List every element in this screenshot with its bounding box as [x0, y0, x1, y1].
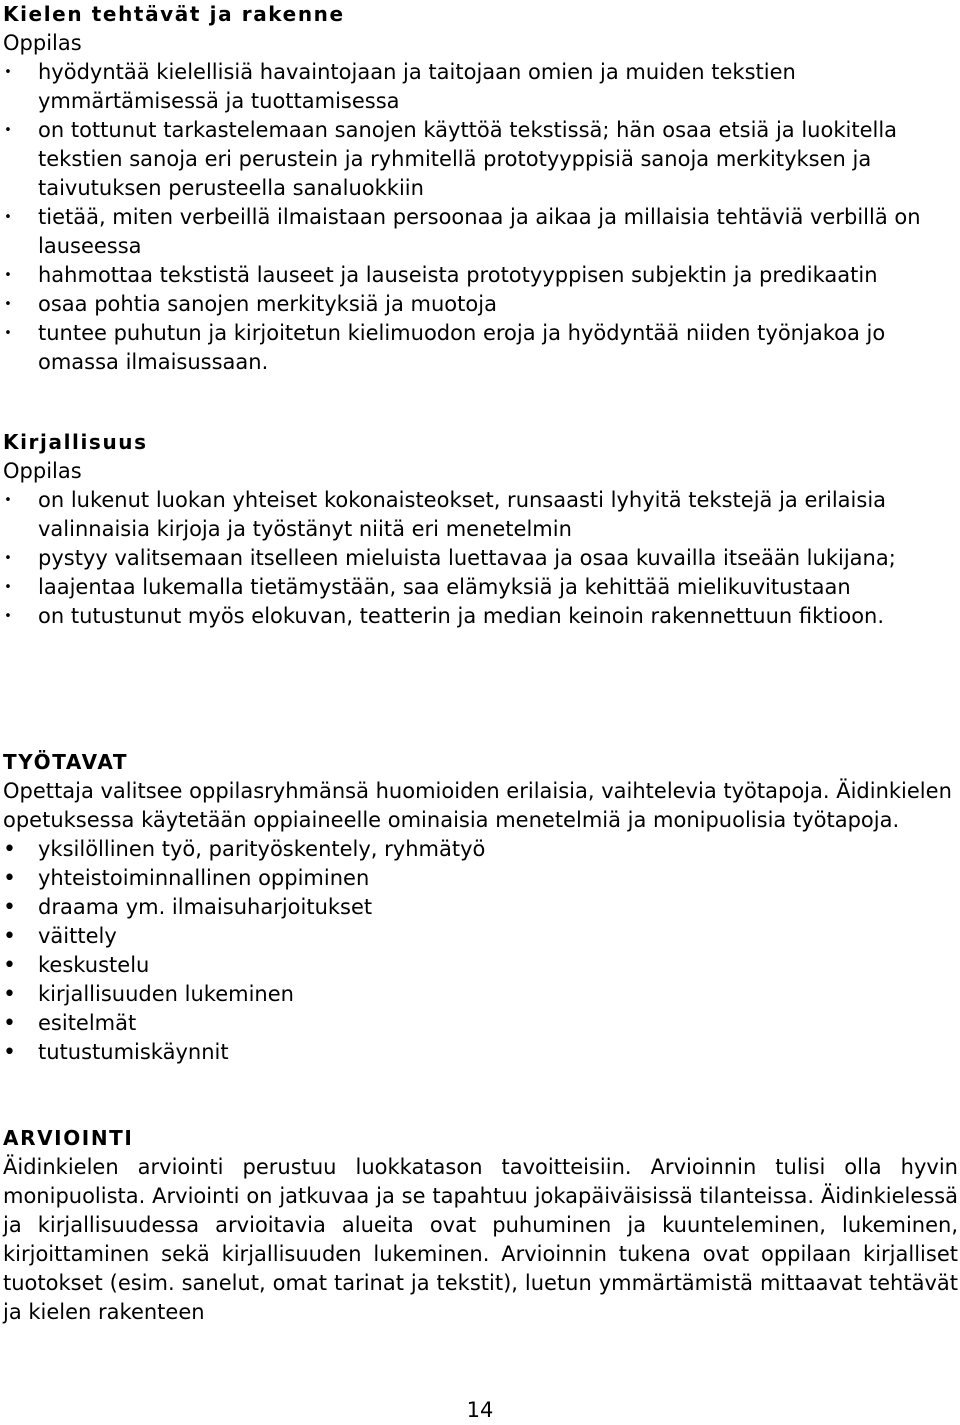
section-methods	[3, 748, 958, 1067]
bullet-icon: •	[4, 551, 12, 566]
list-item: • laajentaa lukemalla tietämystään, saa elämyksiä ja kehittää mielikuvitustaan	[3, 573, 958, 602]
list-item: • on tutustunut myös elokuvan, teatterin ja median keinoin rakennettuun fiktioon.	[3, 602, 958, 631]
section-assessment	[3, 1124, 958, 1327]
bullet-icon: •	[3, 1040, 16, 1065]
bullet-icon: •	[3, 1011, 16, 1036]
list-item: • on tottunut tarkastelemaan sanojen käyttöä tekstissä; hän osaa etsiä ja luokitella tekstien sanoja eri perustein ja ryhmitellä prototyyppisiä sanoja merkityksen ja taivutuksen perusteella sanaluokkiin	[4, 118, 898, 200]
bullet-icon: •	[3, 837, 16, 862]
list-item: • tuntee puhutun ja kirjoitetun kielimuodon eroja ja hyödyntää niiden työnjakoa jo omassa ilmaisussaan.	[4, 321, 886, 374]
list-item: • draama ym. ilmaisuharjoitukset	[3, 895, 373, 920]
page-number: 14	[466, 1398, 494, 1422]
bullet-icon: •	[4, 65, 12, 80]
bullet-icon: •	[4, 326, 12, 341]
bullet-icon: •	[4, 268, 12, 283]
subheading-pupil: Oppilas	[3, 31, 82, 55]
list-item: • osaa pohtia sanojen merkityksiä ja muotoja	[3, 290, 958, 319]
bullet-icon: •	[3, 895, 16, 920]
section-heading-literature: Kirjallisuus	[3, 430, 148, 454]
list-item: • kirjallisuuden lukeminen	[3, 982, 294, 1007]
list-item: • hahmottaa tekstistä lauseet ja lauseista prototyyppisen subjektin ja predikaatin	[3, 261, 958, 290]
list-item: • pystyy valitsemaan itselleen mieluista luettavaa ja osaa kuvailla itseään lukijana;	[3, 544, 958, 573]
section-heading-methods: TYÖTAVAT	[3, 750, 129, 774]
bullet-icon: •	[4, 609, 12, 624]
assessment-text: Äidinkielen arviointi perustuu luokkatason tavoitteisiin. Arvioinnin tulisi olla hyvin monipuolista. Arviointi on jatkuvaa ja se tapahtuu jokapäiväisissä tilanteissa. Äidinkielessä ja kirjallisuudessa arvioitavia alueita ovat puhuminen ja kuunteleminen, lukeminen, kirjoittaminen sekä kirjallisuuden lukeminen. Arvioinnin tukena ovat oppilaan kirjalliset tuotokset (esim. sanelut, omat tarinat ja tekstit), luetun ymmärtämistä mittaavat tehtävät ja kielen rakenteen	[3, 1155, 958, 1324]
list-item: • tutustumiskäynnit	[3, 1040, 229, 1065]
bullet-icon: •	[4, 297, 12, 312]
list-item: • tietää, miten verbeillä ilmaistaan persoonaa ja aikaa ja millaisia tehtäviä verbillä on lauseessa	[4, 205, 921, 258]
methods-list	[3, 835, 958, 1067]
bullet-icon: •	[4, 123, 12, 138]
section-heading-assessment: ARVIOINTI	[3, 1126, 134, 1150]
list-item: • keskustelu	[3, 953, 150, 978]
bullet-icon: •	[3, 982, 16, 1007]
bullet-icon: •	[3, 866, 16, 891]
list-item: • yksilöllinen työ, parityöskentely, ryhmätyö	[3, 837, 486, 862]
bullet-icon: •	[4, 493, 12, 508]
methods-intro: Opettaja valitsee oppilasryhmänsä huomioiden erilaisia, vaihtelevia työtapoja. Äidinkielen opetuksessa käytetään oppiaineelle ominaisia menetelmiä ja monipuolisia työtapoja.	[3, 779, 952, 832]
section-heading-language: Kielen tehtävät ja rakenne	[3, 2, 345, 26]
language-goals-list	[3, 58, 958, 377]
bullet-icon: •	[4, 210, 12, 225]
list-item: • yhteistoiminnallinen oppiminen	[3, 866, 370, 891]
literature-goals-list	[3, 486, 958, 631]
bullet-icon: •	[3, 953, 16, 978]
bullet-icon: •	[3, 924, 16, 949]
list-item: • esitelmät	[3, 1011, 137, 1036]
list-item: • on lukenut luokan yhteiset kokonaisteokset, runsaasti lyhyitä tekstejä ja erilaisia valinnaisia kirjoja ja työstänyt niitä eri menetelmin	[4, 488, 887, 541]
section-language	[3, 0, 958, 377]
list-item: • väittely	[3, 924, 117, 949]
bullet-icon: •	[4, 580, 12, 595]
section-literature	[3, 428, 958, 631]
list-item: • hyödyntää kielellisiä havaintojaan ja taitojaan omien ja muiden tekstien ymmärtämisessä ja tuottamisessa	[4, 60, 796, 113]
subheading-pupil: Oppilas	[3, 459, 82, 483]
